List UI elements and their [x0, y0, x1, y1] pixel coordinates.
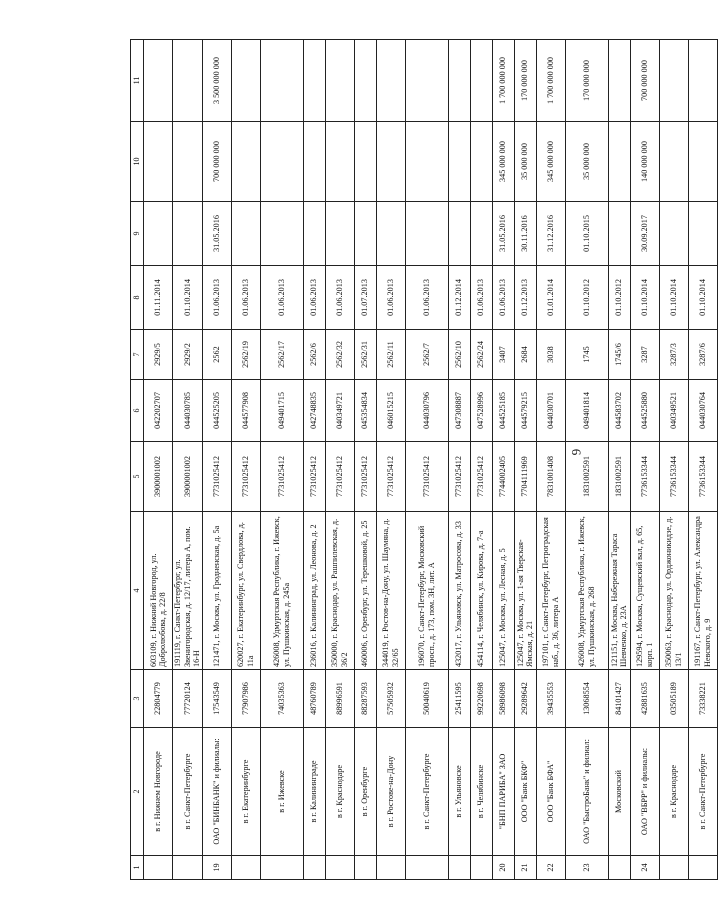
row-number-cell	[470, 856, 492, 880]
address-cell: 129594, г. Москва, Сущевский вал, д. 65, корп. 1	[630, 512, 659, 670]
inn-cell: 7731025412	[303, 442, 325, 512]
start-date-cell: 01.10.2014	[659, 266, 688, 330]
row-number-cell	[303, 856, 325, 880]
amount-per-bank-cell	[354, 122, 376, 202]
row-number-cell	[173, 856, 203, 880]
inn-cell: 7731025412	[325, 442, 354, 512]
license-number-cell: 2562/17	[260, 330, 303, 380]
bank-name-cell: ОАО "БыстроБанк" и филиал:	[565, 728, 608, 856]
total-amount-cell	[608, 40, 630, 122]
start-date-cell: 01.10.2012	[565, 266, 608, 330]
start-date-cell: 01.06.2013	[492, 266, 514, 330]
start-date-cell: 01.06.2013	[376, 266, 405, 330]
total-amount-cell	[688, 40, 717, 122]
inn-cell: 7736153344	[630, 442, 659, 512]
row-number-cell	[659, 856, 688, 880]
total-amount-cell	[325, 40, 354, 122]
row-number-cell	[688, 856, 717, 880]
amount-per-bank-cell: 345 000 000	[536, 122, 565, 202]
total-amount-cell	[303, 40, 325, 122]
header-cell: 10	[131, 122, 144, 202]
bik-cell: 044583702	[608, 380, 630, 442]
amount-per-bank-cell	[470, 122, 492, 202]
amount-per-bank-cell	[688, 122, 717, 202]
rotated-table-wrapper	[130, 40, 712, 880]
address-cell: 197101, г. Санкт-Петербург, Петроградская наб., д. 36, литера А	[536, 512, 565, 670]
license-number-cell: 3038	[536, 330, 565, 380]
license-number-cell: 2929/2	[173, 330, 203, 380]
table-row	[659, 40, 688, 880]
bik-cell: 044525205	[202, 380, 231, 442]
start-date-cell: 01.06.2013	[325, 266, 354, 330]
bank-name-cell: в г. Челябинске	[470, 728, 492, 856]
address-cell: 603109, г. Нижний Новгород, ул. Добролюбова, д. 22/8	[144, 512, 173, 670]
row-number-cell: 22	[536, 856, 565, 880]
header-cell: 3	[131, 670, 144, 728]
end-date-cell	[231, 202, 260, 266]
amount-per-bank-cell: 140 000 000	[630, 122, 659, 202]
start-date-cell: 01.06.2013	[260, 266, 303, 330]
okpo-code-cell: 13068554	[565, 670, 608, 728]
license-number-cell: 1745	[565, 330, 608, 380]
row-number-cell	[144, 856, 173, 880]
start-date-cell: 01.06.2013	[202, 266, 231, 330]
total-amount-cell	[231, 40, 260, 122]
bank-name-cell: ООО "Банк БКФ"	[514, 728, 536, 856]
bik-cell: 044577908	[231, 380, 260, 442]
inn-cell: 7731025412	[376, 442, 405, 512]
bank-name-cell: в г. Ижевске	[260, 728, 303, 856]
bik-cell: 045354834	[354, 380, 376, 442]
table-row	[536, 40, 565, 880]
bik-cell: 044525880	[630, 380, 659, 442]
end-date-cell: 01.10.2015	[565, 202, 608, 266]
license-number-cell: 2562/6	[303, 330, 325, 380]
header-cell: 5	[131, 442, 144, 512]
address-cell: 121151, г. Москва, Набережная Тараса Шевченко, д. 23А	[608, 512, 630, 670]
amount-per-bank-cell	[376, 122, 405, 202]
start-date-cell: 01.07.2013	[354, 266, 376, 330]
table-row	[630, 40, 659, 880]
address-cell: 125047, г. Москва, ул. Лесная, д. 5	[492, 512, 514, 670]
okpo-code-cell: 77907986	[231, 670, 260, 728]
start-date-cell: 01.01.2014	[536, 266, 565, 330]
total-amount-cell	[448, 40, 470, 122]
bik-cell: 044030764	[688, 380, 717, 442]
amount-per-bank-cell: 35 000 000	[514, 122, 536, 202]
total-amount-cell	[144, 40, 173, 122]
amount-per-bank-cell	[608, 122, 630, 202]
amount-per-bank-cell	[303, 122, 325, 202]
bik-cell: 047308887	[448, 380, 470, 442]
license-number-cell: 3287	[630, 330, 659, 380]
row-number-cell: 20	[492, 856, 514, 880]
address-cell: 344019, г. Ростов-на-Дону, ул. Шаумяна, д. 32/65	[376, 512, 405, 670]
bik-cell: 040349721	[325, 380, 354, 442]
license-number-cell: 2562/19	[231, 330, 260, 380]
start-date-cell: 01.11.2014	[144, 266, 173, 330]
start-date-cell: 01.06.2013	[303, 266, 325, 330]
bik-cell: 049401814	[565, 380, 608, 442]
bank-name-cell: ОАО "БИНБАНК" и филиалы:	[202, 728, 231, 856]
end-date-cell	[260, 202, 303, 266]
end-date-cell	[470, 202, 492, 266]
okpo-code-cell: 39435553	[536, 670, 565, 728]
amount-per-bank-cell	[659, 122, 688, 202]
okpo-code-cell: 22804779	[144, 670, 173, 728]
total-amount-cell: 700 000 000	[630, 40, 659, 122]
address-cell: 620027, г. Екатеринбург, ул. Свердлова, д. 11а	[231, 512, 260, 670]
address-cell: 426008, Удмуртская Республика, г. Ижевск, ул. Пушкинская, д. 268	[565, 512, 608, 670]
table-row	[202, 40, 231, 880]
okpo-code-cell: 88287593	[354, 670, 376, 728]
table-row	[565, 40, 608, 880]
inn-cell: 7731025412	[202, 442, 231, 512]
okpo-code-cell: 58986098	[492, 670, 514, 728]
okpo-code-cell: 57505932	[376, 670, 405, 728]
amount-per-bank-cell: 35 000 000	[565, 122, 608, 202]
row-number-cell	[405, 856, 448, 880]
address-cell: 460006, г. Оренбург, ул. Терешковой, д. 25	[354, 512, 376, 670]
okpo-code-cell: 48760789	[303, 670, 325, 728]
bank-name-cell: в г. Калининграде	[303, 728, 325, 856]
row-number-cell	[376, 856, 405, 880]
bank-name-cell: в г. Краснодаре	[325, 728, 354, 856]
license-number-cell: 3287/3	[659, 330, 688, 380]
address-cell: 236016, г. Калининград, ул. Леонова, д. 2	[303, 512, 325, 670]
table-row	[405, 40, 448, 880]
address-cell: 454114, г. Челябинск, ул. Кирова, д. 7-а	[470, 512, 492, 670]
header-cell: 2	[131, 728, 144, 856]
bik-cell: 042202707	[144, 380, 173, 442]
address-cell: 350063, г. Краснодар, ул. Орджоникидзе, д. 13/1	[659, 512, 688, 670]
license-number-cell: 2562/11	[376, 330, 405, 380]
start-date-cell: 01.10.2014	[688, 266, 717, 330]
row-number-cell: 23	[565, 856, 608, 880]
address-cell: 426008, Удмуртская Республика, г. Ижевск, ул. Пушкинская, д. 245а	[260, 512, 303, 670]
table-row	[303, 40, 325, 880]
table-header-row	[131, 40, 144, 880]
header-cell: 11	[131, 40, 144, 122]
table-row	[231, 40, 260, 880]
okpo-code-cell: 88996591	[325, 670, 354, 728]
bank-name-cell: в г. Нижнем Новгороде	[144, 728, 173, 856]
start-date-cell: 01.12.2013	[514, 266, 536, 330]
bank-name-cell: в г. Оренбурге	[354, 728, 376, 856]
amount-per-bank-cell	[448, 122, 470, 202]
start-date-cell: 01.06.2013	[231, 266, 260, 330]
bank-name-cell: в г. Екатеринбурге	[231, 728, 260, 856]
okpo-code-cell: 42881635	[630, 670, 659, 728]
total-amount-cell	[405, 40, 448, 122]
end-date-cell: 31.05.2016	[492, 202, 514, 266]
address-cell: 191167, г. Санкт-Петербург, ул. Александра Невского, д. 9	[688, 512, 717, 670]
table-row	[492, 40, 514, 880]
license-number-cell: 2562	[202, 330, 231, 380]
license-number-cell: 3287/6	[688, 330, 717, 380]
table-row	[144, 40, 173, 880]
total-amount-cell: 1 700 000 000	[492, 40, 514, 122]
row-number-cell	[260, 856, 303, 880]
banks-table	[130, 39, 718, 880]
bik-cell: 047528996	[470, 380, 492, 442]
inn-cell: 3900001002	[144, 442, 173, 512]
amount-per-bank-cell	[144, 122, 173, 202]
bik-cell: 040349521	[659, 380, 688, 442]
inn-cell: 1831002591	[565, 442, 608, 512]
end-date-cell	[354, 202, 376, 266]
license-number-cell: 1745/6	[608, 330, 630, 380]
license-number-cell: 2929/5	[144, 330, 173, 380]
inn-cell: 7831001408	[536, 442, 565, 512]
end-date-cell	[659, 202, 688, 266]
bik-cell: 044030796	[405, 380, 448, 442]
end-date-cell	[303, 202, 325, 266]
row-number-cell	[354, 856, 376, 880]
end-date-cell	[688, 202, 717, 266]
start-date-cell: 01.10.2014	[173, 266, 203, 330]
inn-cell: 7731025412	[470, 442, 492, 512]
inn-cell: 7744002405	[492, 442, 514, 512]
address-cell: 191119, г. Санкт-Петербург, ул. Звенигородская, д. 12/17, литера А, пом. 16-Н	[173, 512, 203, 670]
bank-name-cell: в г. Ростове-на-Дону	[376, 728, 405, 856]
total-amount-cell: 1 700 000 000	[536, 40, 565, 122]
amount-per-bank-cell	[231, 122, 260, 202]
end-date-cell	[173, 202, 203, 266]
inn-cell: 7731025412	[405, 442, 448, 512]
total-amount-cell	[470, 40, 492, 122]
bik-cell: 046015215	[376, 380, 405, 442]
header-cell: 1	[131, 856, 144, 880]
table-row	[688, 40, 717, 880]
address-cell: 350000, г. Краснодар, ул. Рашпилевская, д. 36/2	[325, 512, 354, 670]
amount-per-bank-cell	[325, 122, 354, 202]
inn-cell: 7731025412	[231, 442, 260, 512]
header-cell: 7	[131, 330, 144, 380]
license-number-cell: 2562/7	[405, 330, 448, 380]
bik-cell: 044030701	[536, 380, 565, 442]
okpo-code-cell: 25411595	[448, 670, 470, 728]
bank-name-cell: в г. Санкт-Петербурге	[688, 728, 717, 856]
page-number: 6	[569, 448, 584, 456]
row-number-cell	[448, 856, 470, 880]
address-cell: 196070, г. Санкт-Петербург, Московский просп., д. 173, пом. 3Н, лит. А	[405, 512, 448, 670]
table-row	[376, 40, 405, 880]
bank-name-cell: ОАО "ВБРР" и филиалы:	[630, 728, 659, 856]
address-cell: 432017, г. Ульяновск, ул. Матросова, д. 33	[448, 512, 470, 670]
table-row	[608, 40, 630, 880]
end-date-cell	[608, 202, 630, 266]
header-cell: 9	[131, 202, 144, 266]
end-date-cell: 30.09.2017	[630, 202, 659, 266]
bik-cell: 042748835	[303, 380, 325, 442]
total-amount-cell	[260, 40, 303, 122]
bik-cell: 044579215	[514, 380, 536, 442]
table-row	[325, 40, 354, 880]
license-number-cell: 2562/31	[354, 330, 376, 380]
okpo-code-cell: 03505189	[659, 670, 688, 728]
row-number-cell	[325, 856, 354, 880]
end-date-cell: 30.11.2016	[514, 202, 536, 266]
row-number-cell	[608, 856, 630, 880]
total-amount-cell	[173, 40, 203, 122]
amount-per-bank-cell	[405, 122, 448, 202]
inn-cell: 3900001002	[173, 442, 203, 512]
amount-per-bank-cell: 345 000 000	[492, 122, 514, 202]
inn-cell: 7731025412	[354, 442, 376, 512]
inn-cell: 7736153344	[688, 442, 717, 512]
end-date-cell	[448, 202, 470, 266]
bank-name-cell: ООО "Банк БФА"	[536, 728, 565, 856]
table-row	[448, 40, 470, 880]
end-date-cell: 31.12.2016	[536, 202, 565, 266]
start-date-cell: 01.12.2014	[448, 266, 470, 330]
okpo-code-cell: 17543549	[202, 670, 231, 728]
start-date-cell: 01.10.2012	[608, 266, 630, 330]
end-date-cell	[376, 202, 405, 266]
total-amount-cell	[354, 40, 376, 122]
inn-cell: 1831002591	[608, 442, 630, 512]
row-number-cell: 21	[514, 856, 536, 880]
total-amount-cell	[659, 40, 688, 122]
header-cell: 4	[131, 512, 144, 670]
license-number-cell: 2562/10	[448, 330, 470, 380]
okpo-code-cell: 84101427	[608, 670, 630, 728]
amount-per-bank-cell	[260, 122, 303, 202]
inn-cell: 7731025412	[448, 442, 470, 512]
bik-cell: 044030785	[173, 380, 203, 442]
end-date-cell	[144, 202, 173, 266]
okpo-code-cell: 77720124	[173, 670, 203, 728]
address-cell: 121471, г. Москва, ул. Гродненская, д. 5а	[202, 512, 231, 670]
okpo-code-cell: 99220698	[470, 670, 492, 728]
bank-name-cell: в г. Краснодаре	[659, 728, 688, 856]
end-date-cell	[325, 202, 354, 266]
row-number-cell	[231, 856, 260, 880]
total-amount-cell: 3 500 000 000	[202, 40, 231, 122]
license-number-cell: 3407	[492, 330, 514, 380]
inn-cell: 7731025412	[260, 442, 303, 512]
inn-cell: 7736153344	[659, 442, 688, 512]
bank-name-cell: Московский	[608, 728, 630, 856]
table-row	[514, 40, 536, 880]
okpo-code-cell: 50040619	[405, 670, 448, 728]
table-row	[260, 40, 303, 880]
bank-name-cell: в г. Ульяновске	[448, 728, 470, 856]
table-row	[173, 40, 203, 880]
table-row	[470, 40, 492, 880]
okpo-code-cell: 73338221	[688, 670, 717, 728]
row-number-cell: 19	[202, 856, 231, 880]
amount-per-bank-cell	[173, 122, 203, 202]
amount-per-bank-cell: 700 000 000	[202, 122, 231, 202]
license-number-cell: 2562/24	[470, 330, 492, 380]
bik-cell: 044525185	[492, 380, 514, 442]
start-date-cell: 01.10.2014	[630, 266, 659, 330]
start-date-cell: 01.06.2013	[470, 266, 492, 330]
bank-name-cell: в г. Санкт-Петербурге	[405, 728, 448, 856]
end-date-cell: 31.05.2016	[202, 202, 231, 266]
header-cell: 6	[131, 380, 144, 442]
okpo-code-cell: 74035363	[260, 670, 303, 728]
address-cell: 125047, г. Москва, ул. 1-ая Тверская-Ямская, д. 21	[514, 512, 536, 670]
bik-cell: 049401715	[260, 380, 303, 442]
bank-name-cell: "БНП ПАРИБА" ЗАО	[492, 728, 514, 856]
row-number-cell: 24	[630, 856, 659, 880]
end-date-cell	[405, 202, 448, 266]
inn-cell: 7704111969	[514, 442, 536, 512]
header-cell: 8	[131, 266, 144, 330]
okpo-code-cell: 29289642	[514, 670, 536, 728]
license-number-cell: 2562/32	[325, 330, 354, 380]
total-amount-cell	[376, 40, 405, 122]
table-row	[354, 40, 376, 880]
bank-name-cell: в г. Санкт-Петербурге	[173, 728, 203, 856]
total-amount-cell: 170 000 000	[514, 40, 536, 122]
license-number-cell: 2684	[514, 330, 536, 380]
total-amount-cell: 170 000 000	[565, 40, 608, 122]
start-date-cell: 01.06.2013	[405, 266, 448, 330]
